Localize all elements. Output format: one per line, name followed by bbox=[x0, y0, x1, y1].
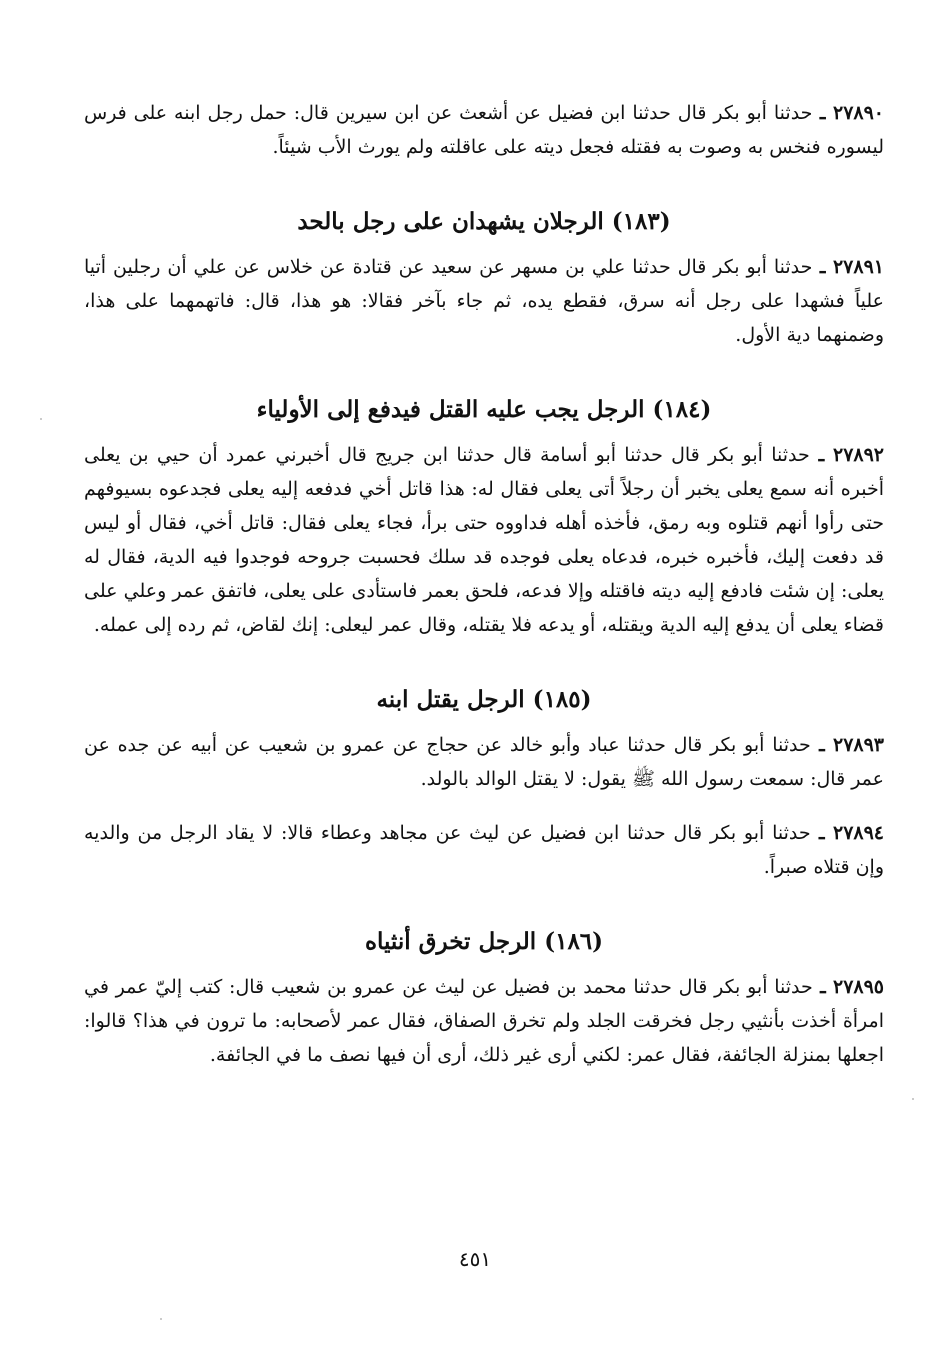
hadith-text: حدثنا أبو بكر قال حدثنا محمد بن فضيل عن ليث عن عمرو بن شعيب قال: كتب إليّ عمر في امرأة أخذت بأنثيي رجل فخرقت الجلد ولم تخرق الصفاق، فقال عمر لأصحابه: ما ترون في هذا؟ قالوا: اجعلها بمنزلة الجائفة، فقال عمر: لكني أرى غير ذلك، أرى أن فيها نصف ما في الجائفة. bbox=[84, 976, 884, 1066]
hadith-paragraph bbox=[84, 970, 884, 1072]
hadith-number: ٢٧٨٩٢ bbox=[832, 444, 885, 466]
hadith-text: حدثنا أبو بكر قال حدثنا أبو أسامة قال حدثنا ابن جريج قال أخبرني عمرد أن حيي بن يعلى أخبره أنه سمع يعلى يخبر أن رجلاً أتى يعلى فقال له: هذا قاتل أخي فدفعه إليه يعلى فجدعوه بسيوفهم حتى رأوا أنهم قتلوه وبه رمق، فأخذه أهله فداووه حتى برأ، فجاء يعلى فقال: قاتل أخي، فقال أو ليس قد دفعت إليك، فأخبره خبره، فدعاه يعلى فوجده قد سلك فحسبت جروحه فوجدوا فيه الدية، فقال له يعلى: إن شئت فادفع إليه ديته فاقتله وإلا فدعه، فلحق بعمر فاستأدى على يعلى، فاتفق عمر وعلي على قضاء يعلى أن يدفع إليه الدية ويقتله، أو يدعه فلا يقتله، وقال عمر ليعلى: إنك لقاض، ثم رده إلى عمله. bbox=[84, 444, 884, 636]
scan-speck bbox=[912, 1098, 914, 1100]
hadith-text: حدثنا أبو بكر قال حدثنا عباد وأبو خالد عن حجاج عن عمرو بن شعيب عن أبيه عن جده عن عمر قال: سمعت رسول الله ﷺ يقول: لا يقتل الوالد بالولد. bbox=[84, 734, 884, 790]
separator-dash: ـ bbox=[810, 734, 833, 756]
scan-speck bbox=[160, 1318, 162, 1320]
hadith-number: ٢٧٨٩٣ bbox=[832, 734, 885, 756]
paragraph-gap bbox=[84, 796, 884, 816]
section-heading: (١٨٥) الرجل يقتل ابنه bbox=[376, 686, 592, 713]
scan-speck bbox=[40, 418, 42, 420]
hadith-text: حدثنا أبو بكر قال حدثنا ابن فضيل عن ليث عن مجاهد وعطاء قالا: لا يقاد الرجل من والديه وإن قتلاه صبراً. bbox=[84, 822, 884, 878]
separator-dash: ـ bbox=[809, 444, 833, 466]
section-heading: (١٨٤) الرجل يجب عليه القتل فيدفع إلى الأولياء bbox=[256, 396, 712, 423]
section-heading: (١٨٣) الرجلان يشهدان على رجل بالحد bbox=[297, 208, 671, 235]
page-number: ٤٥١ bbox=[458, 1247, 492, 1271]
hadith-text: حدثنا أبو بكر قال حدثنا علي بن مسهر عن سعيد عن قتادة عن خلاس عن علي أن رجلين أتيا علياً فشهدا على رجل أنه سرق، فقطع يده، ثم جاء بآخر فقالا: هو هذا، قال: فاتهمهما على هذا، وضمنهما دية الأول. bbox=[84, 256, 884, 346]
page-body bbox=[84, 96, 884, 1072]
separator-dash: ـ bbox=[812, 102, 833, 124]
separator-dash: ـ bbox=[812, 256, 833, 278]
hadith-paragraph bbox=[84, 438, 884, 642]
hadith-number: ٢٧٨٩٤ bbox=[832, 822, 885, 844]
hadith-paragraph bbox=[84, 96, 884, 164]
separator-dash: ـ bbox=[810, 822, 833, 844]
section-heading: (١٨٦) الرجل تخرق أنثياه bbox=[364, 928, 604, 955]
hadith-paragraph bbox=[84, 250, 884, 352]
hadith-number: ٢٧٨٩٥ bbox=[832, 976, 885, 998]
hadith-number: ٢٧٨٩٠ bbox=[832, 102, 885, 124]
hadith-number: ٢٧٨٩١ bbox=[832, 256, 884, 278]
separator-dash: ـ bbox=[812, 976, 833, 998]
hadith-text: حدثنا أبو بكر قال حدثنا ابن فضيل عن أشعث عن ابن سيرين قال: حمل رجل ابنه على فرس ليسوره فنخس به وصوت به فقتله فجعل ديته على عاقلته ولم يورث الأب شيئاً. bbox=[84, 102, 884, 158]
hadith-paragraph bbox=[84, 728, 884, 796]
hadith-paragraph bbox=[84, 816, 884, 884]
